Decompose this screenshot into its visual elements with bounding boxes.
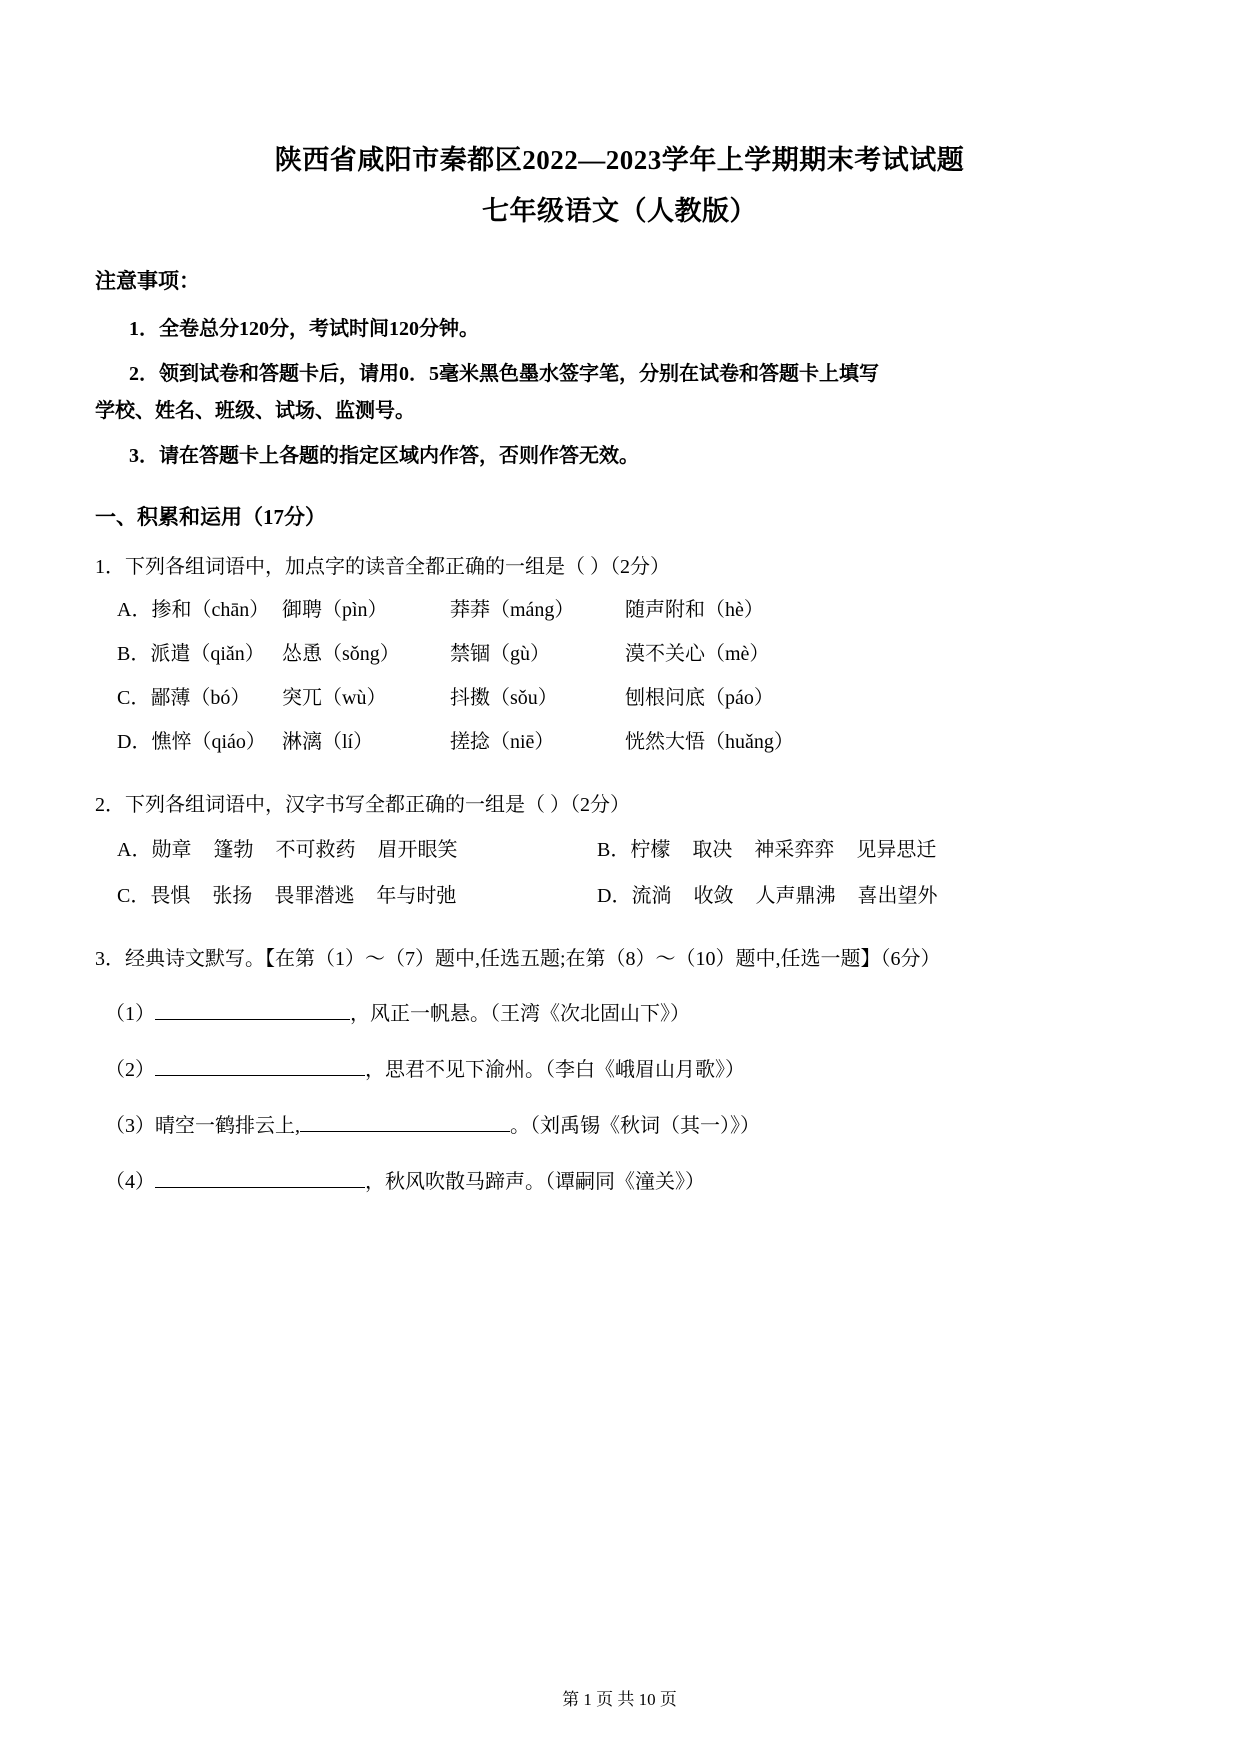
- question-2-stem: 2．下列各组词语中，汉字书写全都正确的一组是（ ）（2分）: [95, 794, 630, 816]
- option-b-label: B．派遣（qiǎn）: [117, 643, 265, 665]
- question-2-option-d[interactable]: [597, 877, 1077, 915]
- section-heading-1: 一、积累和运用（17分）: [95, 505, 326, 529]
- item-text: 。（刘禹锡《秋词（其一）》）: [510, 1115, 760, 1137]
- option-a-word-3: 不可救药: [275, 839, 356, 861]
- option-a-label: A．掺和（chān）: [117, 599, 270, 621]
- option-d-word-4: 喜出望外: [857, 885, 938, 907]
- option-a-label: A．: [117, 839, 152, 861]
- option-a-item-3: 莽莽（máng）: [450, 599, 575, 621]
- question-2-row-1: [117, 831, 1144, 869]
- option-b-word-4: 见异思迁: [856, 839, 937, 861]
- option-c-word-2: 张扬: [212, 885, 253, 907]
- title-line-1: 陕西省咸阳市秦都区2022—2023学年上学期期末考试试题: [274, 145, 965, 175]
- option-c-label: C．: [117, 885, 151, 907]
- question-2-option-b[interactable]: [597, 831, 1077, 869]
- item-text-before: 晴空一鹤排云上,: [155, 1115, 300, 1137]
- option-b-word-3: 神采弈弈: [754, 839, 835, 861]
- option-b-label: B．: [597, 839, 631, 861]
- option-d-item-4: 恍然大悟（huǎng）: [625, 731, 794, 753]
- question-3-item-2: [105, 1051, 1144, 1089]
- option-d-word-3: 人声鼎沸: [755, 885, 836, 907]
- item-text: ，风正一帆悬。（王湾《次北固山下》）: [350, 1003, 690, 1025]
- question-2-option-c[interactable]: [117, 877, 597, 915]
- option-c-item-3: 抖擞（sǒu）: [450, 687, 558, 709]
- option-a-item-2: 御聘（pìn）: [282, 599, 388, 621]
- item-number: （2）: [105, 1059, 155, 1081]
- option-c-item-4: 刨根问底（páo）: [625, 687, 774, 709]
- question-1-option-a[interactable]: [117, 591, 1144, 629]
- question-2-option-a[interactable]: [117, 831, 597, 869]
- answer-blank[interactable]: [155, 1055, 365, 1076]
- item-number: （1）: [105, 1003, 155, 1025]
- question-1-option-b[interactable]: [117, 635, 1144, 673]
- notice-item-2: 2．领到试卷和答题卡后，请用0．5毫米黑色墨水签字笔，分别在试卷和答题卡上填写: [129, 363, 879, 385]
- notice-heading: 注意事项：: [95, 269, 200, 293]
- question-3-item-1: [105, 995, 1144, 1033]
- option-d-label: D．: [597, 885, 632, 907]
- question-3-stem: 3．经典诗文默写。【在第（1）～（7）题中,任选五题;在第（8）～（10）题中,任选一题】（6分）: [95, 948, 941, 970]
- option-d-word-1: 流淌: [631, 885, 672, 907]
- page-footer: 第 1 页 共 10 页: [562, 1690, 677, 1709]
- answer-blank[interactable]: [155, 1167, 365, 1188]
- option-d-word-2: 收敛: [693, 885, 734, 907]
- question-1-stem: 1．下列各组词语中，加点字的读音全都正确的一组是（ ）（2分）: [95, 556, 670, 578]
- answer-blank[interactable]: [155, 999, 350, 1020]
- option-c-label: C．鄙薄（bó）: [117, 687, 251, 709]
- item-number: （4）: [105, 1171, 155, 1193]
- question-1-option-d[interactable]: [117, 723, 1144, 761]
- option-b-item-3: 禁锢（gù）: [450, 643, 550, 665]
- question-3-item-3: [105, 1107, 1144, 1145]
- question-2-row-2: [117, 877, 1144, 915]
- option-b-word-1: 柠檬: [630, 839, 671, 861]
- option-a-item-4: 随声附和（hè）: [625, 599, 764, 621]
- option-d-label: D．憔悴（qiáo）: [117, 731, 266, 753]
- question-1-option-c[interactable]: [117, 679, 1144, 717]
- item-text: ，思君不见下渝州。（李白《峨眉山月歌》）: [365, 1059, 745, 1081]
- option-c-item-2: 突兀（wù）: [282, 687, 387, 709]
- option-a-word-4: 眉开眼笑: [377, 839, 458, 861]
- option-c-word-4: 年与时弛: [376, 885, 457, 907]
- option-d-item-2: 淋漓（lí）: [282, 731, 374, 753]
- option-b-word-2: 取决: [692, 839, 733, 861]
- option-a-word-1: 勋章: [151, 839, 192, 861]
- title-line-2: 七年级语文（人教版）: [482, 195, 757, 226]
- item-text: ，秋风吹散马蹄声。（谭嗣同《潼关》）: [365, 1171, 705, 1193]
- page-title: [95, 140, 1144, 231]
- option-c-word-3: 畏罪潜逃: [274, 885, 355, 907]
- option-b-item-2: 怂恿（sǒng）: [282, 643, 400, 665]
- option-b-item-4: 漠不关心（mè）: [625, 643, 770, 665]
- notice-item-2-cont: 学校、姓名、班级、试场、监测号。: [95, 400, 415, 422]
- notice-item-3: 3．请在答题卡上各题的指定区域内作答，否则作答无效。: [129, 445, 639, 467]
- option-d-item-3: 搓捻（niē）: [450, 731, 555, 753]
- item-number: （3）: [105, 1115, 155, 1137]
- option-a-word-2: 篷勃: [213, 839, 254, 861]
- answer-blank[interactable]: [300, 1111, 510, 1132]
- notice-item-1: 1．全卷总分120分，考试时间120分钟。: [129, 318, 479, 340]
- option-c-word-1: 畏惧: [150, 885, 191, 907]
- question-3-item-4: [105, 1163, 1144, 1201]
